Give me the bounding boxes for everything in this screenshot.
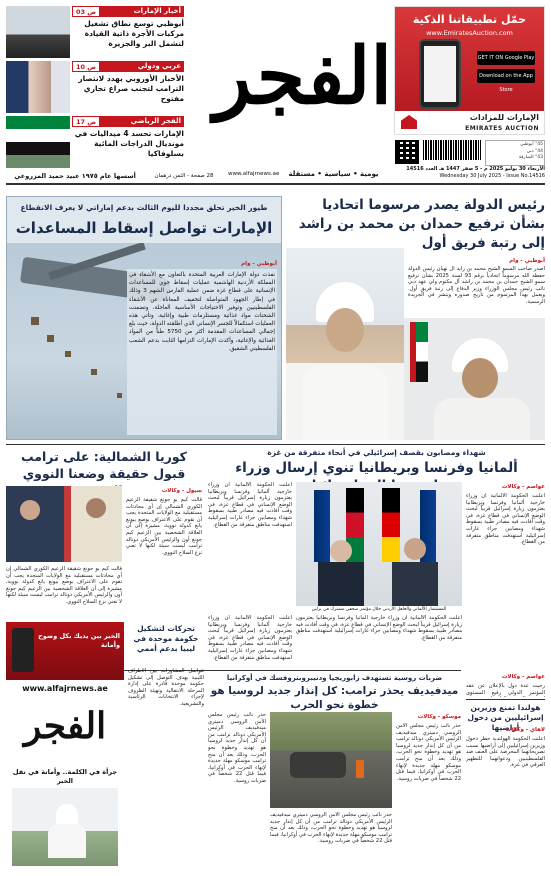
promo-motto: جرأة في الكلمة.. وأمانة في نقل الخبر — [12, 768, 118, 785]
teaser-1-headline: أبوظبي توسع نطاق تشغيل مركبات الأجرة ذاتية القيادة لتشمل البر والجزيرة — [84, 19, 184, 48]
europe-headline[interactable]: ألمانيا وفرنسا وبريطانيا تنوي إرسال وزراء — [235, 460, 518, 476]
ukraine-kicker: ضربات روسية تستهدف زابوريجيا ودنيبروبتروفسك في أوكرانيا — [226, 674, 443, 682]
right-col-body: رحبت عدة دول بالإعلان عن عقد المؤتمر الدولي رفيع المستوى — [466, 683, 545, 696]
barcode — [423, 140, 481, 160]
teaser-1-section: أخبار الإمارات — [133, 7, 181, 15]
right-col-bottom-headline[interactable]: هولندا تمنع وزيرين إسرائيليين من دخول أراضيها — [467, 703, 544, 732]
korea-photo — [6, 486, 122, 562]
ukraine-body-right: حذر نائب رئيس مجلس الأمن الروسي دميتري ميدفيديف الرئيس الأمريكي دونالد ترامب من أن كل إنذار جديد لروسيا هو تهديد وخطوة نحو الحرب، وذلك بعد أن منح ترامب موسكو مهلة جديدة لإنهاء الحرب في أوكرانيا، فيما قتل 22 شخصاً في ضربات روسية. — [396, 723, 461, 782]
europe-body-bottom-left: أعلنت الحكومة الألمانية أن وزراء خارجية ألمانيا وفرنسا وبريطانيا يعتزمون زيارة إسرائيل قريباً لبحث الوضع الإنساني في قطاع غزة، في وقت أفادت فيه مصادر طبية بسقوط شهداء ومصابين جراء غارات إسرائيلية استهدفت مناطق متفرقة من القطاع. — [208, 615, 292, 661]
google-play-label: GET IT ON Google Play — [477, 55, 535, 61]
date-arabic: الأربعاء 30 يوليو 2025 م - 5 صفر 1447 هـ العدد 14516 — [406, 166, 545, 172]
ad-brand-en: EMIRATES AUCTION — [465, 125, 539, 132]
masthead-website[interactable]: www.alfajrnews.ae — [228, 171, 280, 177]
aid-story-box — [6, 196, 282, 440]
masthead-divider — [6, 183, 545, 185]
teaser-2-page: ص 10 — [72, 61, 100, 72]
lead-headline[interactable]: رئيس الدولة يصدر مرسوما اتحاديا بشأن ترفيع حمدان بن محمد بن راشد إلى رتبة فريق أول — [298, 197, 545, 251]
section-divider-1 — [6, 444, 545, 445]
lead-dateline: أبوظبي - وام — [509, 258, 545, 264]
teaser-2[interactable] — [6, 61, 184, 113]
masthead-tagline: يومية • سياسية • مستقلة — [288, 170, 379, 178]
ukraine-headline[interactable]: ميدفيديف يحذر ترامب: كل إنذار جديد لروسيا هو خطوة نحو الحرب — [210, 685, 459, 711]
aid-kicker: طيور الخير تحلق مجددا لليوم الثالث بدعم إماراتي لا يعرف الانقطاع — [20, 203, 268, 212]
ukraine-body-left: حذر نائب رئيس مجلس الأمن الروسي دميتري ميدفيديف الرئيس الأمريكي دونالد ترامب من أن كل إنذار جديد لروسيا هو تهديد وخطوة نحو الحرب، وذلك بعد أن منح ترامب موسكو مهلة جديدة لإنهاء الحرب في أوكرانيا، فيما قتل 22 شخصاً في ضربات روسية. — [208, 712, 266, 784]
teaser-2-headline: الأخبار الأوروبي يهدد لانتصار الترامب لتجنب صراع تجاري مفتوح — [78, 74, 184, 103]
emirates-auction-logo-icon — [401, 115, 417, 129]
google-play-badge[interactable] — [477, 51, 535, 65]
teaser-3-headline: الإمارات تحسد 4 ميداليات في مونديال الدراجات المائية بسلوفاكيا — [74, 129, 184, 158]
europe-body-right: أعلنت الحكومة الألمانية أن وزراء خارجية ألمانيا وفرنسا وبريطانيا يعتزمون زيارة إسرائيل قريباً لبحث الوضع الإنساني في قطاع غزة، في وقت أفادت فيه مصادر طبية بسقوط شهداء ومصابين جراء غارات إسرائيلية استهدفت مناطق متفرقة من القطاع. — [466, 493, 545, 546]
korea-body: قالت كيم يو جونغ شقيقة الزعيم الكوري الشمالي إن أي محادثات مستقبلية مع الولايات المتحدة يجب أن تقوم على الاعتراف بوضع بيونغ يانغ كدولة نووية، مشيرة إلى أن العلاقة الشخصية بين الزعيم كيم جونغ أون والرئيس الأمريكي دونالد ترامب ليست سيئة لكنها لا تعني نزع السلاح النووي. — [126, 497, 202, 556]
teaser-2-photo — [6, 61, 70, 113]
korea-dateline: سيول - وكالات — [161, 488, 202, 494]
libya-headline[interactable]: تحركات لتشكيل حكومة موحدة في ليبيا بدعم أممي — [133, 624, 199, 653]
teaser-3[interactable] — [6, 116, 184, 168]
aid-body: نفذت دولة الإمارات العربية المتحدة بالتعاون مع الأشقاء في المملكة الأردنية الهاشمية عمليات إسقاط جوي للمساعدات الإنسانية على قطاع غزة ضمن عملية الفارس الشهم 3 وذلك في إطار الجهود المتواصلة لتخفيف المعاناة عن الأشقاء الفلسطينيين وتوفير الاحتياجات الأساسية العاجلة، وتضمنت الشحنات مواد غذائية ومستلزمات طبية وإغاثية. وتأتي هذه العمليات استكمالاً للجسر الإنساني الذي أطلقته الدولة، حيث بلغ إجمالي المساعدات المقدمة أكثر من 5750 طناً من المواد الغذائية والإغاثية، وأكدت الإمارات التزامها الثابت بدعم الشعب الفلسطيني الشقيق. — [127, 269, 277, 435]
promo-phone-icon — [12, 628, 34, 672]
promo-website[interactable]: www.alfajrnews.ae — [22, 684, 108, 693]
edition-info: 28 صفحة - الثمن درهمان — [154, 173, 214, 179]
ukraine-body-bottom: حذر نائب رئيس مجلس الأمن الروسي دميتري ميدفيديف الرئيس الأمريكي دونالد ترامب من أن كل إنذار جديد لروسيا هو تهديد وخطوة نحو الحرب، وذلك بعد أن منح ترامب موسكو مهلة جديدة لإنهاء الحرب في أوكرانيا، فيما قتل 22 شخصاً في ضربات روسية. — [270, 812, 392, 845]
lead-photo-crown-prince — [404, 318, 545, 440]
right-col-bottom-dateline: لاهاي - وكالات — [505, 727, 545, 733]
promo-block[interactable] — [6, 622, 124, 872]
europe-dateline: عواصم - وكالات — [501, 484, 545, 490]
teaser-1-page: ص 03 — [72, 6, 100, 17]
europe-body-bottom: أعلنت الحكومة الألمانية أن وزراء خارجية ألمانيا وفرنسا وبريطانيا يعتزمون زيارة إسرائيل قريباً لبحث الوضع الإنساني في قطاع غزة، في وقت أفادت فيه مصادر طبية بسقوط شهداء ومصابين جراء غارات إسرائيلية استهدفت مناطق متفرقة من القطاع. — [296, 615, 462, 641]
weather-box: °45 أبوظبي °44 دبي °43 الشارقة — [485, 140, 545, 166]
korea-headline[interactable]: كوريا الشمالية: على ترامب قبول حقيقة وضعنا النووي — [21, 449, 187, 481]
ad-brand-ar: الإمارات للمزادات — [469, 113, 539, 122]
date-english: Wednesday 30 July 2025 - Issue No.14516 — [439, 173, 545, 179]
promo-logo: الفجر — [23, 705, 107, 747]
app-store-badge[interactable] — [477, 69, 535, 93]
korea-body-cont — [6, 566, 122, 620]
ad-url[interactable]: www.EmiratesAuction.com — [426, 29, 513, 37]
right-col-bottom-body: أعلنت الحكومة الهولندية حظر دخول وزيرين إسرائيليين إلى أراضيها بسبب تصريحاتهما المحرضة على العنف ضد الفلسطينيين ودعواتهما للتطهير العرقي في غزة. — [466, 736, 545, 769]
ukraine-dateline: موسكو - وكالات — [417, 714, 461, 720]
right-col-divider — [466, 699, 545, 700]
promo-photo — [12, 788, 118, 866]
teaser-1-photo — [6, 6, 70, 58]
aid-dateline: أبوظبي - وام — [241, 261, 277, 267]
teaser-3-page: ص 17 — [72, 116, 100, 127]
logo-text: الفجر — [213, 31, 392, 122]
korea-body-continued: قالت كيم يو جونغ شقيقة الزعيم الكوري الشمالي إن أي محادثات مستقبلية مع الولايات المتحدة يجب أن تقوم على الاعتراف بوضع بيونغ يانغ كدولة نووية، مشيرة إلى أن العلاقة الشخصية بين الزعيم كيم جونغ أون والرئيس الأمريكي دونالد ترامب ليست سيئة لكنها لا تعني نزع السلاح النووي. — [6, 566, 122, 605]
ad-title: حمّل تطبيقاتنا الذكية — [412, 13, 527, 26]
lead-body: أصدر صاحب السمو الشيخ محمد بن زايد آل نهيان رئيس الدولة حفظه الله مرسوماً اتحادياً برقم 93 لسنة 2025 بشأن ترفيع سمو الشيخ حمدان بن محمد بن راشد آل مكتوم ولي عهد دبي نائب رئيس مجلس الوزراء وزير الدفاع إلى رتبة فريق أول. ويعمل بهذا المرسوم من تاريخ صدوره وينشر في الجريدة الرسمية. — [408, 266, 545, 305]
masthead-logo — [213, 2, 392, 170]
europe-caption: المستشار الألماني والعاهل الأردني خلال مؤتمر صحفي مشترك في برلين — [311, 607, 447, 612]
emirates-auction-ad[interactable] — [394, 6, 545, 135]
founder-line: أسسها عام ١٩٧٥ عبيد حميد المزروعي — [14, 172, 136, 180]
right-col-dateline: عواصم - وكالات — [501, 674, 545, 680]
ad-phone-image — [419, 39, 461, 109]
europe-body-left: أعلنت الحكومة الألمانية أن وزراء خارجية ألمانيا وفرنسا وبريطانيا يعتزمون زيارة إسرائيل قريباً لبحث الوضع الإنساني في قطاع غزة، في وقت أفادت فيه مصادر طبية بسقوط شهداء ومصابين جراء غارات إسرائيلية استهدفت مناطق متفرقة من القطاع. — [208, 482, 292, 528]
teaser-1[interactable] — [6, 6, 184, 58]
app-store-label: Download on the App Store — [479, 73, 533, 93]
qr-code — [395, 140, 419, 164]
teaser-2-section: عربي ودولي — [137, 62, 181, 70]
teaser-3-photo — [6, 116, 70, 168]
lead-photo-president — [286, 248, 404, 440]
europe-photo — [296, 482, 462, 606]
ukraine-photo — [270, 712, 392, 808]
promo-slogan: الخبر بين يديك بكل وضوح وأمانة — [38, 632, 120, 649]
teaser-3-section: الفجر الرياضي — [130, 117, 181, 125]
libya-body: تتواصل المشاورات بين الأطراف الليبية بهدف التوصل إلى تشكيل حكومة موحدة قادرة على إدارة المرحلة الانتقالية وتهيئة الظروف لإجراء الانتخابات الرئاسية والتشريعية. — [128, 668, 204, 707]
aid-headline[interactable]: الإمارات تواصل إسقاط المساعدات — [15, 219, 273, 237]
europe-kicker: شهداء ومصابون بقصف إسرائيلي في أنحاء متفرقة من غزة — [267, 448, 486, 457]
promo-banner — [6, 622, 124, 680]
